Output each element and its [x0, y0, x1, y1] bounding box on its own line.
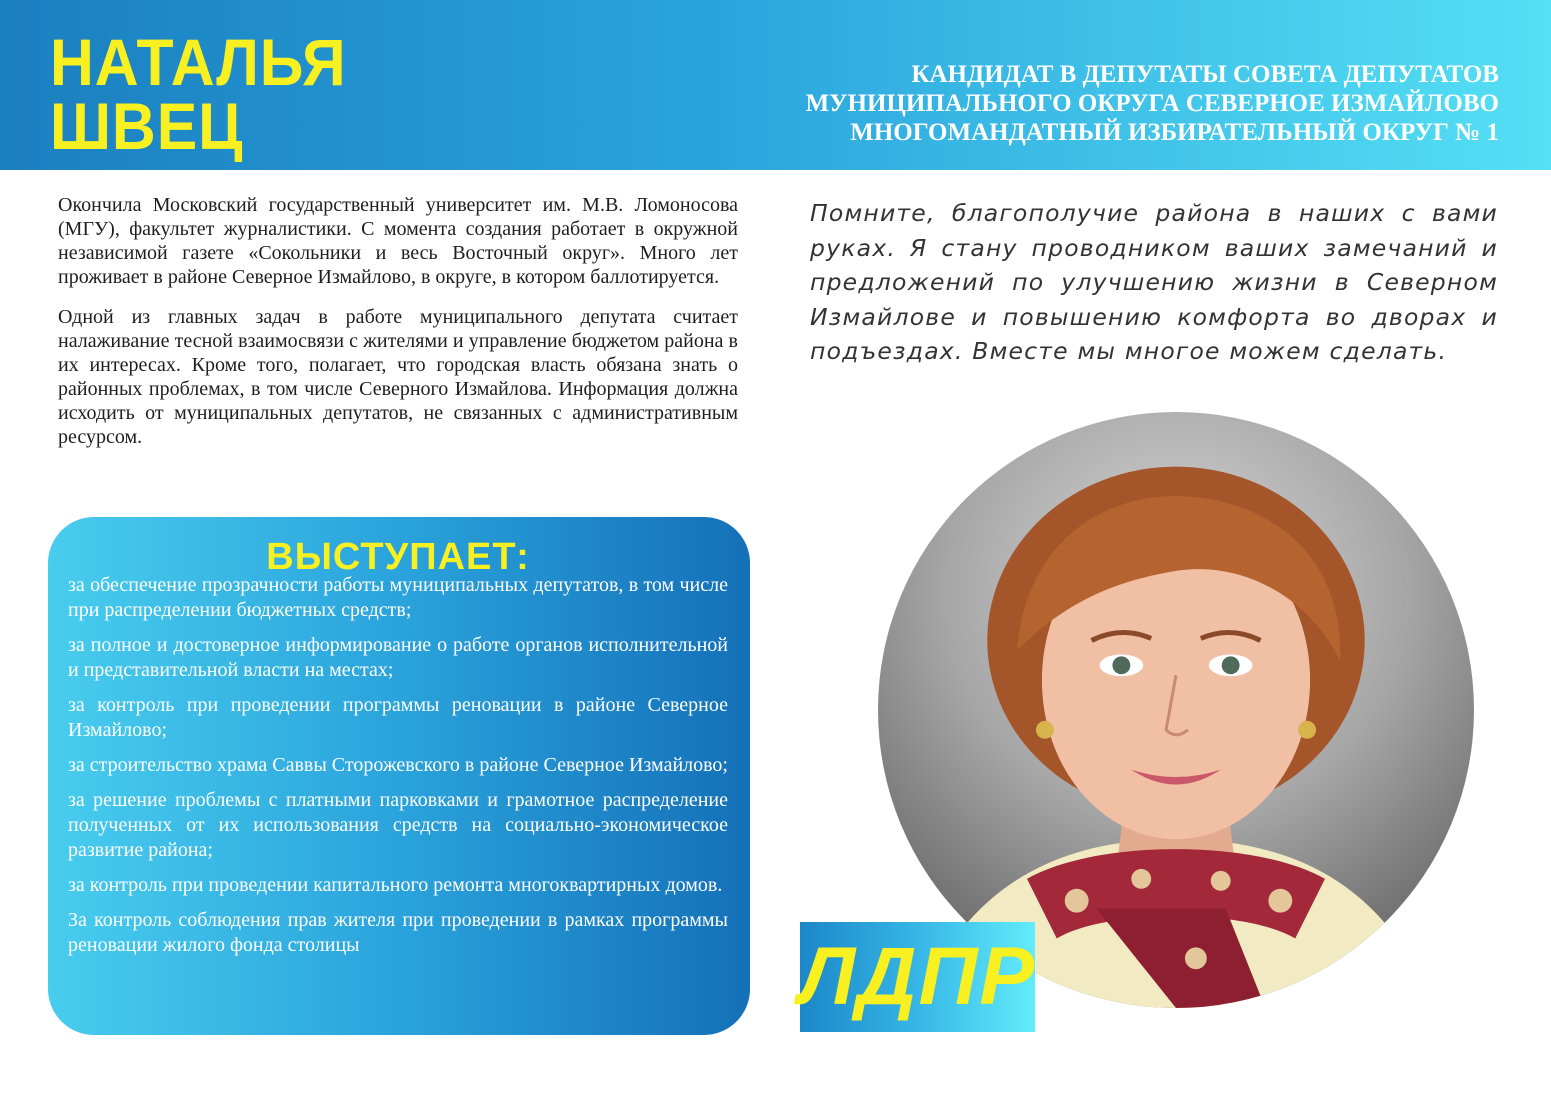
- position-item: за контроль при проведении капитального ремонта многоквартирных домов.: [68, 874, 723, 896]
- positions-list: [68, 573, 728, 958]
- position-item: за решение проблемы с платными парковками и грамотное распределение полученных от их использования средств на социально-экономическое развитие района;: [68, 789, 728, 861]
- bio-paragraph-1: Окончила Московский государственный университет им. М.В. Ломоносова (МГУ), факультет журналистики. С момента создания работает в окружной независимой газете «Сокольники и весь Восточный округ». Много лет проживает в районе Северное Измайлово, в округе, в котором баллотируется.: [58, 194, 738, 288]
- position-item: за строительство храма Саввы Сторожевского в районе Северное Измайлово;: [68, 754, 728, 776]
- positions-title: ВЫСТУПАЕТ:: [266, 536, 530, 578]
- candidate-portrait: [878, 412, 1474, 1008]
- candidate-last-name: ШВЕЦ: [50, 89, 244, 163]
- position-item: за полное и достоверное информирование о работе органов исполнительной и представительной власти на местах;: [68, 634, 728, 681]
- subtitle-line-1: КАНДИДАТ В ДЕПУТАТЫ СОВЕТА ДЕПУТАТОВ: [911, 61, 1499, 88]
- candidate-quote: Помните, благополучие района в наших с вами руках. Я стану проводником ваших замечаний и предложений по улучшению жизни в Северном Измайлове и повышению комфорта во дворах и подъездах. Вместе мы многое можем сделать.: [810, 199, 1498, 365]
- position-item: за обеспечение прозрачности работы муниципальных депутатов, в том числе при распределении бюджетных средств;: [68, 574, 728, 621]
- candidate-name: [50, 25, 347, 163]
- candidate-first-name: НАТАЛЬЯ: [50, 25, 347, 99]
- party-logo: [800, 922, 1035, 1032]
- header-banner: [0, 0, 1551, 170]
- subtitle-line-2: МУНИЦИПАЛЬНОГО ОКРУГА СЕВЕРНОЕ ИЗМАЙЛОВО: [805, 90, 1499, 117]
- biography: [58, 193, 738, 465]
- party-logo-text: ЛДПР: [798, 931, 1037, 1022]
- subtitle-line-3: МНОГОМАНДАТНЫЙ ИЗБИРАТЕЛЬНЫЙ ОКРУГ № 1: [850, 119, 1499, 146]
- candidate-subtitle: [679, 60, 1499, 147]
- position-item: За контроль соблюдения прав жителя при проведении в рамках программы реновации жилого фонда столицы: [68, 909, 728, 956]
- bio-paragraph-2: Одной из главных задач в работе муниципального депутата считает налаживание тесной взаимосвязи с жителями и управление бюджетом района в их интересах. Кроме того, полагает, что городская власть обязана знать о районных проблемах, в том числе Северного Измайлова. Информация должна исходить от муниципальных депутатов, не связанных с административным ресурсом.: [58, 306, 738, 448]
- portrait-illustration: [878, 412, 1474, 1008]
- positions-panel: [48, 517, 750, 1035]
- position-item: за контроль при проведении программы реновации в районе Северное Измайлово;: [68, 694, 728, 741]
